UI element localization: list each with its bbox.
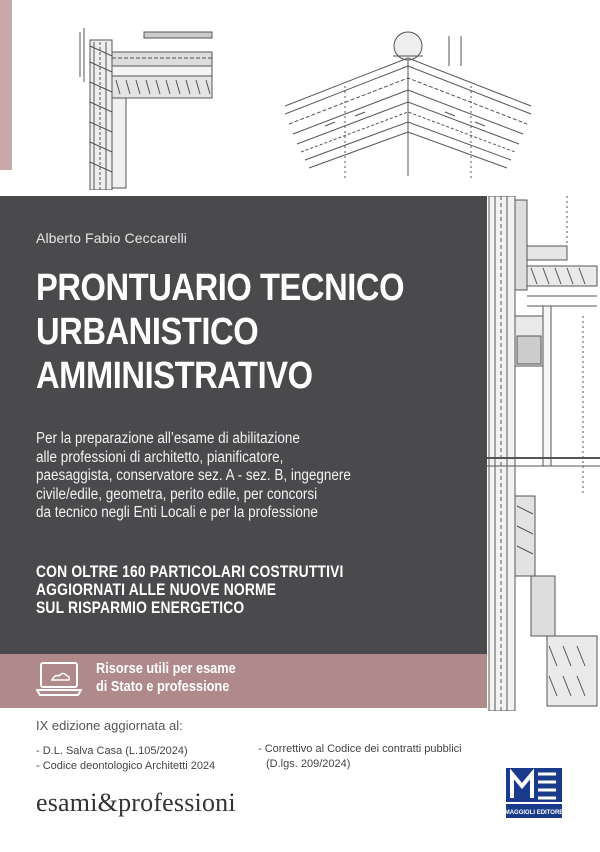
subtitle-line: Per la preparazione all’esame di abilitazione: [36, 430, 300, 447]
update-item: - D.L. Salva Casa (L.105/2024): [36, 745, 188, 757]
subtitle-line: paesaggista, conservatore sez. A - sez. B, ingegnere: [36, 467, 351, 484]
title-line: PRONTUARIO TECNICO: [36, 267, 405, 309]
update-item: - Codice deontologico Architetti 2024: [36, 760, 216, 772]
laptop-icon: [36, 660, 82, 698]
svg-text:MAGGIOLI EDITORE: MAGGIOLI EDITORE: [504, 810, 564, 816]
highlight-text: [36, 563, 439, 617]
title-line: URBANISTICO: [36, 311, 259, 353]
window-section-drawing: [487, 196, 600, 711]
roof-ridge-drawing: [285, 26, 535, 182]
update-item: - Correttivo al Codice dei contratti pubblici: [258, 743, 462, 755]
update-item: (D.lgs. 209/2024): [266, 758, 351, 770]
decorative-strip: [0, 0, 12, 170]
highlight-line: CON OLTRE 160 PARTICOLARI COSTRUTTIVI: [36, 563, 344, 581]
book-title: [36, 266, 414, 398]
highlight-line: SUL RISPARMIO ENERGETICO: [36, 599, 245, 617]
title-line: AMMINISTRATIVO: [36, 355, 313, 397]
book-subtitle: [36, 430, 454, 523]
updates-list-right: [258, 742, 462, 772]
resources-text: [96, 660, 236, 696]
resources-line: Risorse utili per esame: [96, 661, 236, 677]
author-name: Alberto Fabio Ceccarelli: [36, 230, 188, 246]
subtitle-line: da tecnico negli Enti Locali e per la professione: [36, 504, 318, 521]
subtitle-line: alle professioni di architetto, pianificatore,: [36, 448, 284, 466]
resources-line: di Stato e professione: [96, 679, 230, 695]
series-name: esami&professioni: [36, 788, 236, 817]
highlight-line: AGGIORNATI ALLE NUOVE NORME: [36, 581, 277, 599]
maggioli-logo-icon: [504, 766, 564, 820]
updates-list-left: [36, 744, 215, 774]
subtitle-line: civile/edile, geometra, perito edile, per concorsi: [36, 485, 318, 503]
edition-heading: IX edizione aggiornata al:: [36, 718, 183, 733]
wall-section-drawing: [70, 22, 220, 190]
